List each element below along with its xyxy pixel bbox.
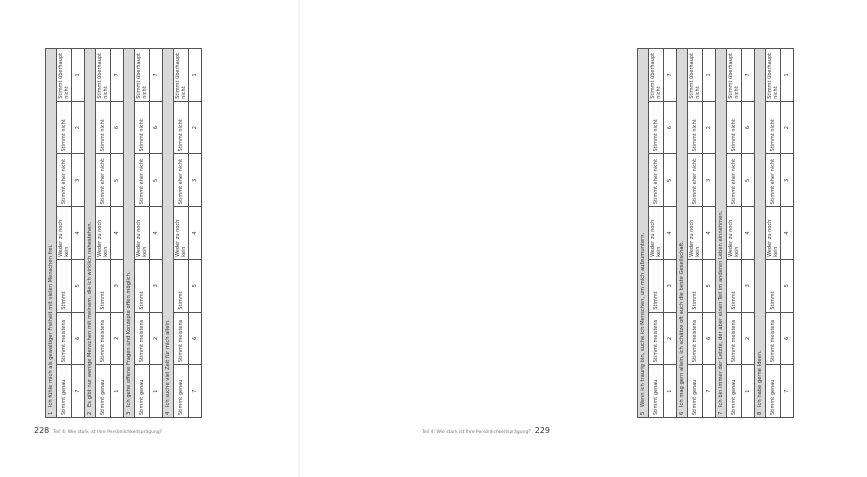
answer-label: Weder zu noch kein <box>688 207 703 260</box>
score-cell[interactable]: 1 <box>150 365 163 418</box>
score-cell[interactable]: 4 <box>703 207 716 260</box>
answer-labels-row <box>766 49 781 418</box>
answer-label: Stimmt eher nicht <box>57 154 72 207</box>
item-number: 7 <box>718 411 724 415</box>
answer-label: Stimmt genau <box>96 365 111 418</box>
score-cell[interactable]: 7 <box>150 49 163 102</box>
score-cell[interactable]: 4 <box>150 207 163 260</box>
score-cell[interactable]: 6 <box>703 312 716 365</box>
score-cell[interactable]: 2 <box>664 312 677 365</box>
answer-label: Stimmt <box>135 259 150 312</box>
answer-label: Stimmt überhaupt nicht <box>688 49 703 102</box>
score-cell[interactable]: 3 <box>664 259 677 312</box>
running-title: Teil 4: Wie stark ist Ihre Persönlichkeitsprägung? <box>421 430 531 435</box>
answer-label: Stimmt nicht <box>727 101 742 154</box>
answer-label: Stimmt überhaupt nicht <box>766 49 781 102</box>
score-row <box>664 49 677 418</box>
score-cell[interactable]: 1 <box>703 49 716 102</box>
score-cell[interactable]: 3 <box>150 259 163 312</box>
answer-label: Stimmt meistens <box>727 312 742 365</box>
answer-label: Stimmt eher nicht <box>688 154 703 207</box>
answer-label: Stimmt eher nicht <box>174 154 189 207</box>
answer-label: Stimmt nicht <box>96 101 111 154</box>
score-row <box>150 49 163 418</box>
score-cell[interactable]: 7 <box>111 49 124 102</box>
score-cell[interactable]: 2 <box>781 101 794 154</box>
score-row <box>742 49 755 418</box>
answer-label: Stimmt <box>57 259 72 312</box>
score-row <box>189 49 202 418</box>
score-cell[interactable]: 1 <box>742 365 755 418</box>
answer-label: Stimmt meistens <box>174 312 189 365</box>
answer-label: Stimmt <box>727 259 742 312</box>
answer-labels-row <box>135 49 150 418</box>
right-footer <box>422 426 550 435</box>
answer-label: Stimmt überhaupt nicht <box>96 49 111 102</box>
answer-label: Stimmt meistens <box>96 312 111 365</box>
score-cell[interactable]: 2 <box>189 101 202 154</box>
right-page <box>300 0 790 477</box>
score-cell[interactable]: 3 <box>189 154 202 207</box>
score-cell[interactable]: 5 <box>742 154 755 207</box>
statement-text: Ich mag gern allein, ich schätze oft auch die beste Gesellschaft. <box>679 241 685 407</box>
answer-label: Stimmt meistens <box>766 312 781 365</box>
score-cell[interactable]: 6 <box>781 312 794 365</box>
answer-label: Stimmt nicht <box>174 101 189 154</box>
score-cell[interactable]: 7 <box>742 49 755 102</box>
answer-labels-row <box>727 49 742 418</box>
statement-row <box>716 49 727 418</box>
right-questionnaire <box>637 48 867 418</box>
statement-text: Wenn ich traurig bin, suche ich Menschen, um mich aufzumuntern. <box>640 232 646 407</box>
score-cell[interactable]: 4 <box>72 207 85 260</box>
answer-label: Stimmt überhaupt nicht <box>649 49 664 102</box>
answer-label: Stimmt überhaupt nicht <box>727 49 742 102</box>
statement-row <box>124 49 135 418</box>
score-cell[interactable]: 6 <box>742 101 755 154</box>
answer-labels-row <box>688 49 703 418</box>
answer-labels-row <box>96 49 111 418</box>
answer-label: Stimmt nicht <box>766 101 781 154</box>
score-cell[interactable]: 6 <box>111 101 124 154</box>
statement-row <box>677 49 688 418</box>
statement-row <box>85 49 96 418</box>
statement-text: Ich bin immer der Letzte, der aber einen Teil im anderen Leben einnehmen. <box>718 210 724 407</box>
score-cell[interactable]: 4 <box>742 207 755 260</box>
score-cell[interactable]: 2 <box>703 101 716 154</box>
score-cell[interactable]: 6 <box>664 101 677 154</box>
statement-text: Ich suche viel Zeit für mich allein. <box>165 319 171 407</box>
item-number: 4 <box>165 411 171 415</box>
answer-labels-row <box>649 49 664 418</box>
answer-label: Stimmt <box>649 259 664 312</box>
left-page <box>0 0 300 477</box>
answer-label: Stimmt nicht <box>57 101 72 154</box>
score-cell[interactable]: 1 <box>781 49 794 102</box>
score-row <box>703 49 716 418</box>
answer-label: Stimmt <box>174 259 189 312</box>
statement-text: Ich habe gerne Ideen. <box>757 350 763 407</box>
answer-label: Stimmt eher nicht <box>766 154 781 207</box>
score-cell[interactable]: 1 <box>111 365 124 418</box>
answer-labels-row <box>174 49 189 418</box>
answer-label: Weder zu noch kein <box>727 207 742 260</box>
running-title: Teil 4: Wie stark ist Ihre Persönlichkeitsprägung? <box>53 430 163 435</box>
answer-label: Weder zu noch kein <box>766 207 781 260</box>
answer-label: Stimmt eher nicht <box>135 154 150 207</box>
score-cell[interactable]: 5 <box>111 154 124 207</box>
statement-text: Ich gehe offene Fragen und Konzepte offen möglich. <box>126 271 132 407</box>
score-cell[interactable]: 3 <box>72 154 85 207</box>
left-footer <box>34 426 162 435</box>
answer-label: Stimmt überhaupt nicht <box>57 49 72 102</box>
answer-label: Weder zu noch kein <box>649 207 664 260</box>
answer-label: Stimmt eher nicht <box>727 154 742 207</box>
answer-label: Stimmt überhaupt nicht <box>135 49 150 102</box>
score-cell[interactable]: 7 <box>664 49 677 102</box>
questionnaire-table <box>45 48 202 418</box>
answer-label: Weder zu noch kein <box>96 207 111 260</box>
answer-label: Weder zu noch kein <box>174 207 189 260</box>
questionnaire-table <box>637 48 794 418</box>
answer-label: Stimmt eher nicht <box>649 154 664 207</box>
score-cell[interactable]: 4 <box>189 207 202 260</box>
statement-text: Es gibt nur wenige Menschen mit meinem, die ich wirklich nahestehen. <box>87 221 93 407</box>
answer-label: Stimmt nicht <box>649 101 664 154</box>
score-cell[interactable]: 5 <box>664 154 677 207</box>
score-cell[interactable]: 7 <box>72 365 85 418</box>
answer-label: Stimmt genau <box>649 365 664 418</box>
score-cell[interactable]: 4 <box>781 207 794 260</box>
score-cell[interactable]: 2 <box>111 312 124 365</box>
answer-label: Stimmt überhaupt nicht <box>174 49 189 102</box>
answer-label: Stimmt genau <box>57 365 72 418</box>
score-row <box>72 49 85 418</box>
left-questionnaire <box>45 48 275 418</box>
score-cell[interactable]: 1 <box>664 365 677 418</box>
answer-label: Stimmt eher nicht <box>96 154 111 207</box>
answer-label: Stimmt meistens <box>57 312 72 365</box>
score-cell[interactable]: 6 <box>150 101 163 154</box>
item-number: 1 <box>48 411 54 415</box>
item-number: 8 <box>757 411 763 415</box>
statement-text: Ich fühle mich als gewaltiger Freiheit mit vielen Menschen frei. <box>48 244 54 407</box>
answer-label: Weder zu noch kein <box>135 207 150 260</box>
score-cell[interactable]: 7 <box>189 365 202 418</box>
answer-label: Stimmt genau <box>174 365 189 418</box>
answer-label: Stimmt genau <box>727 365 742 418</box>
score-cell[interactable]: 7 <box>781 365 794 418</box>
score-cell[interactable]: 5 <box>72 259 85 312</box>
score-cell[interactable]: 2 <box>150 312 163 365</box>
answer-label: Stimmt <box>688 259 703 312</box>
page-number: 229 <box>534 426 550 435</box>
statement-row <box>638 49 649 418</box>
answer-label: Weder zu noch kein <box>57 207 72 260</box>
score-cell[interactable]: 5 <box>189 259 202 312</box>
score-cell[interactable]: 1 <box>72 49 85 102</box>
score-cell[interactable]: 2 <box>742 312 755 365</box>
score-row <box>111 49 124 418</box>
score-cell[interactable]: 3 <box>111 259 124 312</box>
statement-row <box>163 49 174 418</box>
answer-label: Stimmt nicht <box>688 101 703 154</box>
answer-label: Stimmt meistens <box>688 312 703 365</box>
score-cell[interactable]: 4 <box>664 207 677 260</box>
answer-label: Stimmt <box>96 259 111 312</box>
score-cell[interactable]: 1 <box>189 49 202 102</box>
answer-label: Stimmt genau <box>135 365 150 418</box>
score-cell[interactable]: 3 <box>781 154 794 207</box>
answer-label: Stimmt <box>766 259 781 312</box>
score-cell[interactable]: 2 <box>72 101 85 154</box>
score-cell[interactable]: 6 <box>72 312 85 365</box>
score-cell[interactable]: 4 <box>111 207 124 260</box>
score-row <box>781 49 794 418</box>
item-number: 5 <box>640 411 646 415</box>
score-cell[interactable]: 5 <box>150 154 163 207</box>
score-cell[interactable]: 3 <box>742 259 755 312</box>
score-cell[interactable]: 6 <box>189 312 202 365</box>
statement-row <box>755 49 766 418</box>
answer-label: Stimmt genau <box>766 365 781 418</box>
item-number: 2 <box>87 411 93 415</box>
item-number: 6 <box>679 411 685 415</box>
score-cell[interactable]: 5 <box>703 259 716 312</box>
score-cell[interactable]: 3 <box>703 154 716 207</box>
score-cell[interactable]: 7 <box>703 365 716 418</box>
answer-label: Stimmt meistens <box>135 312 150 365</box>
score-cell[interactable]: 5 <box>781 259 794 312</box>
statement-row <box>46 49 57 418</box>
answer-label: Stimmt genau <box>688 365 703 418</box>
item-number: 3 <box>126 411 132 415</box>
answer-label: Stimmt nicht <box>135 101 150 154</box>
answer-label: Stimmt meistens <box>649 312 664 365</box>
answer-labels-row <box>57 49 72 418</box>
page-number: 228 <box>34 426 50 435</box>
